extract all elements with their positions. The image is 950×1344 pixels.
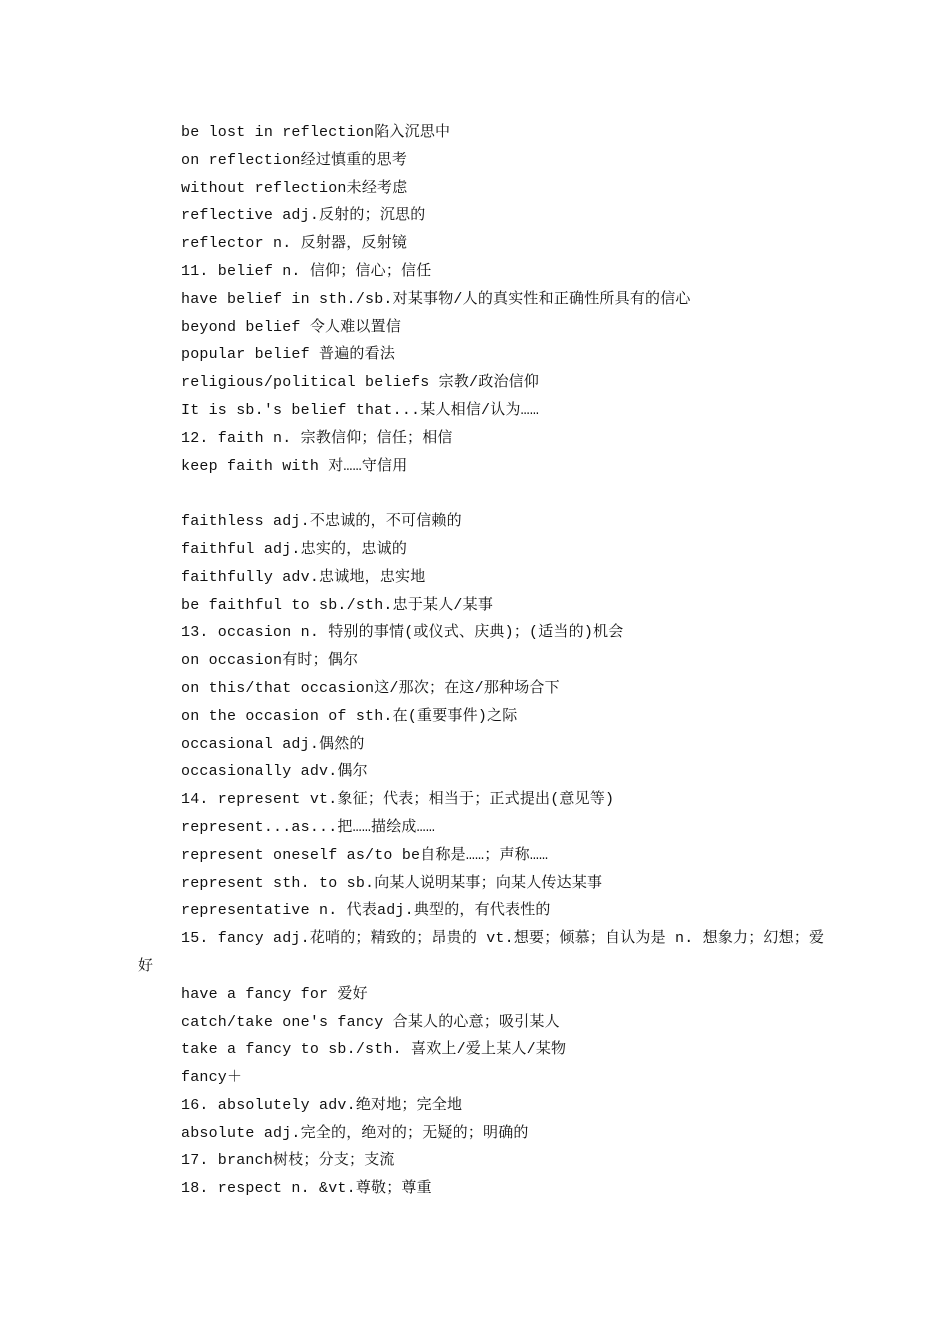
list-item: have a fancy for 爱好 [181,985,368,1003]
list-item: representative n. 代表adj.典型的，有代表性的 [181,902,551,920]
list-item: reflective adj.反射的；沉思的 [181,207,426,225]
entry-heading: 14. represent vt.象征；代表；相当于；正式提出(意见等) [181,791,615,809]
list-item: be faithful to sb./sth.忠于某人/某事 [181,596,494,614]
entry-heading: 16. absolutely adv.绝对地；完全地 [181,1096,463,1114]
list-item: faithless adj.不忠诚的，不可信赖的 [181,513,462,531]
entry-heading: 17. branch树枝；分支；支流 [181,1152,395,1170]
list-item: on reflection经过慎重的思考 [181,151,408,169]
list-item: popular belief 普遍的看法 [181,346,396,364]
list-item: on the occasion of sth.在(重要事件)之际 [181,707,518,725]
list-item: reflector n. 反射器，反射镜 [181,235,408,253]
list-item: take a fancy to sb./sth. 喜欢上/爱上某人/某物 [181,1041,567,1059]
list-item: represent...as...把……描绘成…… [181,818,436,836]
entry-heading: 18. respect n. &vt.尊敬；尊重 [181,1180,432,1198]
list-item: faithful adj.忠实的，忠诚的 [181,540,408,558]
list-item: without reflection未经考虑 [181,179,408,197]
entry-heading: 15. fancy adj.花哨的；精致的；昂贵的 vt.想要；倾慕；自认为是 n. 想象力；幻想；爱好 [138,930,825,975]
list-item: represent oneself as/to be自称是……；声称…… [181,846,549,864]
entry-heading: 13. occasion n. 特别的事情(或仪式、庆典)；(适当的)机会 [181,624,624,642]
list-item: catch/take one's fancy 合某人的心意；吸引某人 [181,1013,560,1031]
list-item: occasional adj.偶然的 [181,735,365,753]
list-item: occasionally adv.偶尔 [181,763,368,781]
list-item: fancy＋ [181,1069,243,1087]
list-item: It is sb.'s belief that...某人相信/认为…… [181,401,540,419]
entry-heading: 12. faith n. 宗教信仰；信任；相信 [181,429,453,447]
list-item: represent sth. to sb.向某人说明某事；向某人传达某事 [181,874,603,892]
list-item: have belief in sth./sb.对某事物/人的真实性和正确性所具有的信心 [181,290,691,308]
list-item: on occasion有时；偶尔 [181,652,359,670]
list-item: be lost in reflection陷入沉思中 [181,124,451,141]
list-item: on this/that occasion这/那次；在这/那种场合下 [181,679,560,697]
list-item: absolute adj.完全的，绝对的；无疑的；明确的 [181,1124,529,1142]
list-item: faithfully adv.忠诚地，忠实地 [181,568,426,586]
list-item: beyond belief 令人难以置信 [181,318,402,336]
list-item: religious/political beliefs 宗教/政治信仰 [181,374,540,392]
blank-line [138,480,828,508]
entry-heading: 11. belief n. 信仰；信心；信任 [181,262,432,280]
vocabulary-list [138,119,828,1203]
list-item: keep faith with 对……守信用 [181,457,408,475]
